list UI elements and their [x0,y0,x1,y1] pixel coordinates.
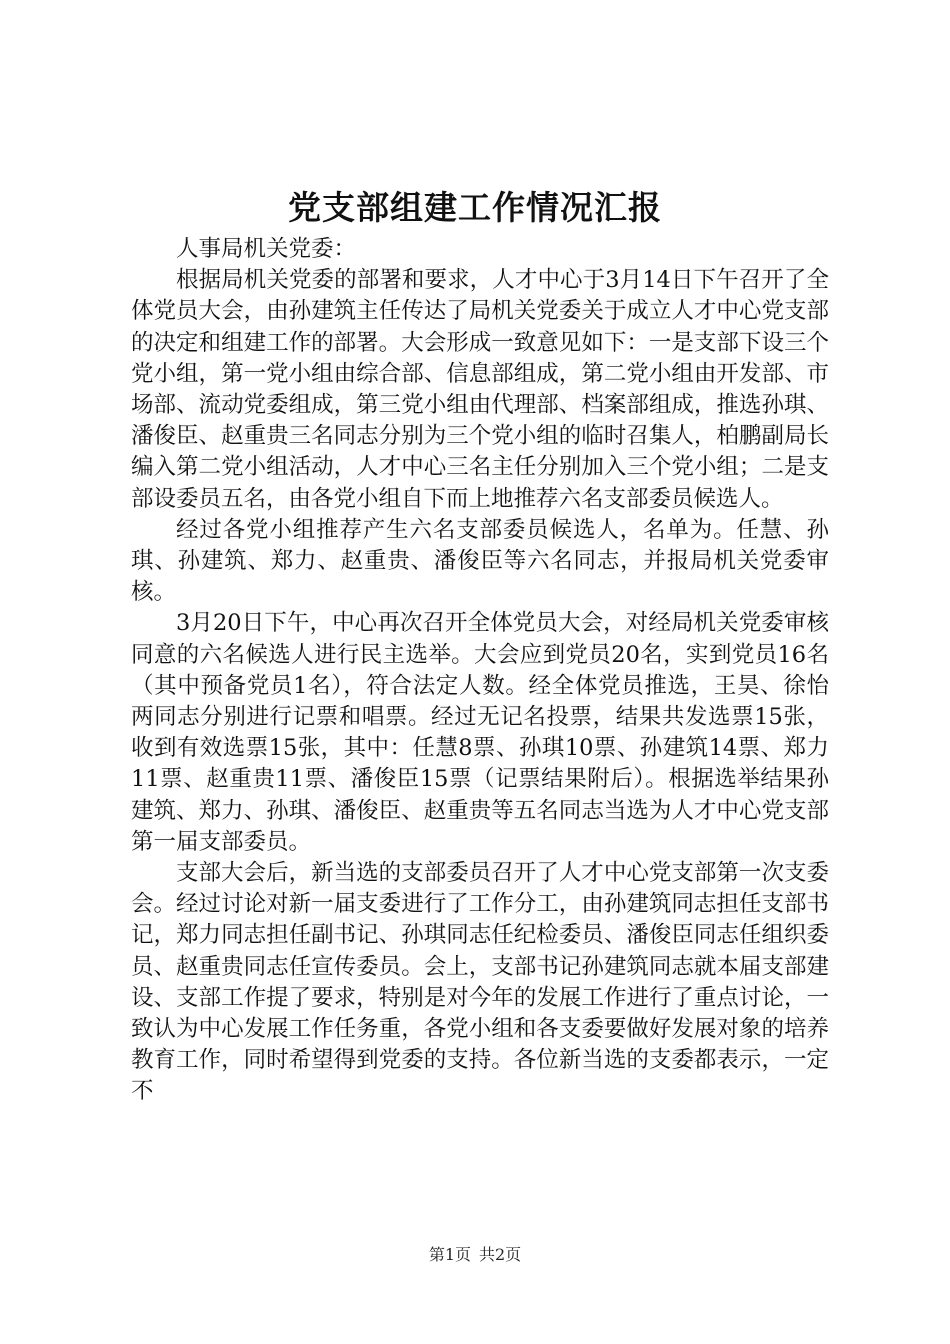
page-number: 第1页 [428,1245,471,1264]
document-title: 党支部组建工作情况汇报 [288,188,662,227]
page-footer [0,1243,950,1267]
paragraph-2: 经过各党小组推荐产生六名支部委员候选人，名单为。任慧、孙琪、孙建筑、郑力、赵重贵、潘俊臣等六名同志，并报局机关党委审核。 [131,516,829,606]
page-total: 共2页 [479,1245,522,1264]
paragraph-1: 根据局机关党委的部署和要求，人才中心于3月14日下午召开了全体党员大会，由孙建筑主任传达了局机关党委关于成立人才中心党支部的决定和组建工作的部署。大会形成一致意见如下：一是支部下设三个党小组，第一党小组由综合部、信息部组成，第二党小组由开发部、市场部、流动党委组成，第三党小组由代理部、档案部组成，推选孙琪、潘俊臣、赵重贵三名同志分别为三个党小组的临时召集人，柏鹏副局长编入第二党小组活动，人才中心三名主任分别加入三个党小组；二是支部设委员五名，由各党小组自下而上地推荐六名支部委员候选人。 [131,267,829,512]
paragraph-4: 支部大会后，新当选的支部委员召开了人才中心党支部第一次支委会。经过讨论对新一届支委进行了工作分工，由孙建筑同志担任支部书记，郑力同志担任副书记、孙琪同志任纪检委员、潘俊臣同志任组织委员、赵重贵同志任宣传委员。会上，支部书记孙建筑同志就本届支部建设、支部工作提了要求，特别是对今年的发展工作进行了重点讨论，一致认为中心发展工作任务重，各党小组和各支委要做好发展对象的培养教育工作，同时希望得到党委的支持。各位新当选的支委都表示，一定不 [131,860,829,1105]
paragraph-3: 3月20日下午，中心再次召开全体党员大会，对经局机关党委审核同意的六名候选人进行民主选举。大会应到党员20名，实到党员16名（其中预备党员1名），符合法定人数。经全体党员推选，王昊、徐怡两同志分别进行记票和唱票。经过无记名投票，结果共发选票15张，收到有效选票15张，其中：任慧8票、孙琪10票、孙建筑14票、郑力11票、赵重贵11票、潘俊臣15票（记票结果附后）。根据选举结果孙建筑、郑力、孙琪、潘俊臣、赵重贵等五名同志当选为人才中心党支部第一届支部委员。 [131,610,829,855]
salutation: 人事局机关党委： [176,236,357,262]
document-body [131,234,829,1108]
